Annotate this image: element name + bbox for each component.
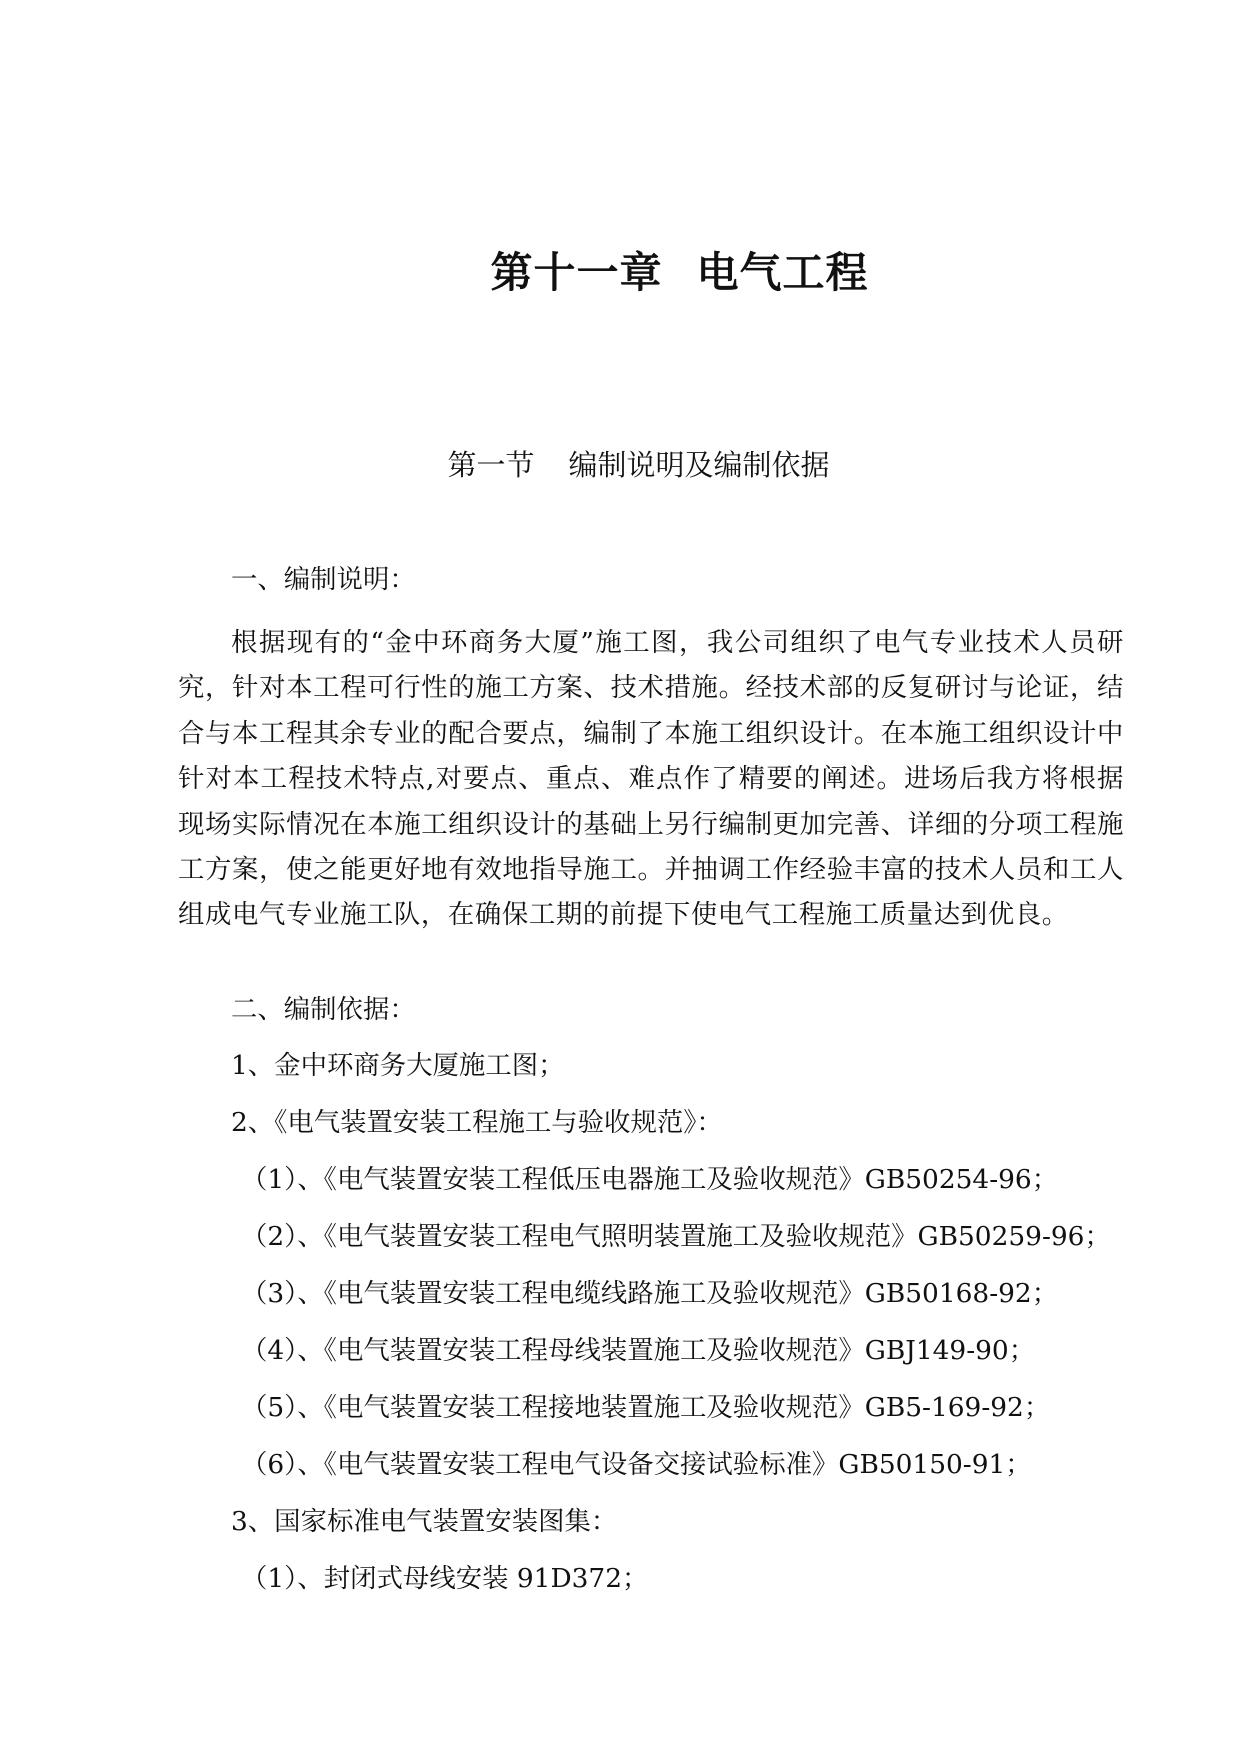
chapter-number: 第十一章	[490, 248, 663, 297]
part1-paragraph: 根据现有的“金中环商务大厦”施工图，我公司组织了电气专业技术人员研究，针对本工程可行性的施工方案、技术措施。经技术部的反复研讨与论证，结合与本工程其余专业的配合要点，编制了本施工组织设计。在本施工组织设计中针对本工程技术特点,对要点、重点、难点作了精要的阐述。进场后我方将根据现场实际情况在本施工组织设计的基础上另行编制更加完善、详细的分项工程施工方案，使之能更好地有效地指导施工。并抽调工作经验丰富的技术人员和工人组成电气专业施工队，在确保工期的前提下使电气工程施工质量达到优良。	[178, 627, 1124, 931]
sub-list-item: （6）、《电气装置安装工程电气设备交接试验标准》GB50150-91；	[241, 1449, 1032, 1480]
section-name: 编制说明及编制依据	[568, 448, 830, 482]
sub-list-item: （1）、封闭式母线安装 91D372；	[241, 1563, 649, 1594]
list-item: 2、《电气装置安装工程施工与验收规范》：	[231, 1107, 723, 1138]
part2-heading: 二、编制依据：	[231, 994, 416, 1025]
chapter-name: 电气工程	[696, 248, 869, 297]
sub-list-item: （1）、《电气装置安装工程低压电器施工及验收规范》GB50254-96；	[241, 1164, 1059, 1195]
list-item: 1、金中环商务大厦施工图；	[231, 1050, 565, 1081]
sub-list-item: （4）、《电气装置安装工程母线装置施工及验收规范》GBJ149-90；	[241, 1335, 1036, 1366]
sub-list-item: （5）、《电气装置安装工程接地装置施工及验收规范》GB5-169-92；	[241, 1392, 1051, 1423]
part1-heading: 一、编制说明：	[231, 564, 416, 595]
list-item: 3、国家标准电气装置安装图集：	[231, 1506, 618, 1537]
chapter-title	[0, 238, 1241, 308]
sub-list-item: （3）、《电气装置安装工程电缆线路施工及验收规范》GB50168-92；	[241, 1278, 1059, 1309]
section-title	[0, 440, 1241, 490]
sub-list-item: （2）、《电气装置安装工程电气照明装置施工及验收规范》GB50259-96；	[241, 1221, 1111, 1252]
section-number: 第一节	[447, 448, 535, 482]
